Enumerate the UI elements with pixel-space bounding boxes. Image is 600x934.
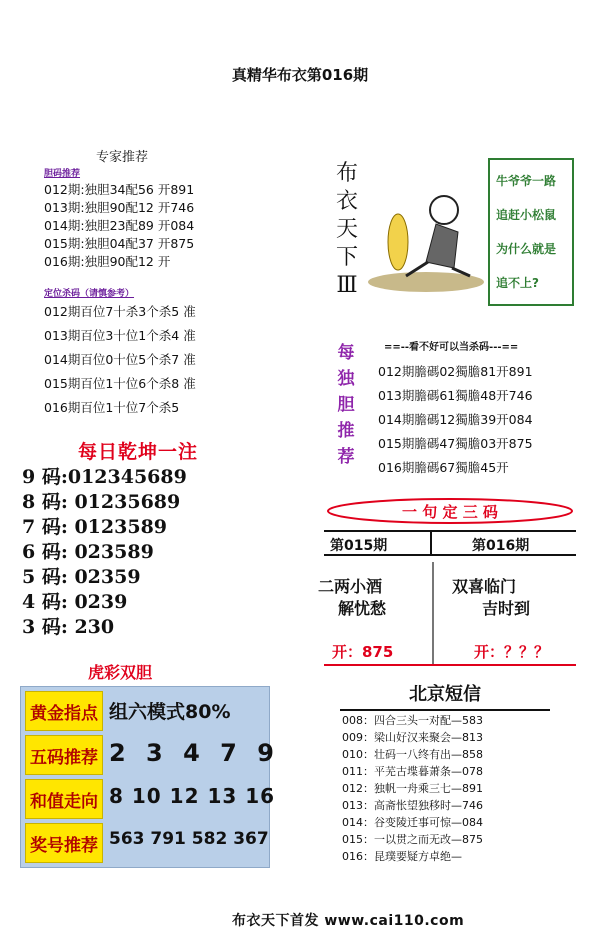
squirrel-tail-shape (388, 214, 408, 270)
yiju-poem-left (318, 576, 386, 620)
yiju-col2: 第016期 (472, 538, 530, 554)
cartoon-image (366, 172, 488, 308)
poem-line: 为什么就是 (496, 242, 557, 256)
buyi-char: 衣 (335, 189, 358, 214)
beijing-row: 012：独帆一舟乘三七—891 (342, 782, 483, 795)
expert-title: 专家推荐 (96, 150, 149, 165)
poem-line: 牛爷爷一路 (496, 174, 557, 188)
tiger-box (20, 686, 280, 868)
grandpa-head-shape (430, 196, 458, 224)
kill-label: 定位杀码（请慎参考） (44, 289, 135, 299)
daily-row: 9 码:012345689 (22, 466, 187, 488)
tiger-title: 虎彩双胆 (88, 663, 153, 682)
daily-row: 7 码: 0123589 (22, 516, 168, 538)
dan-label: 胆码推荐 (44, 169, 81, 179)
beijing-row: 008：四合三头一对配—583 (342, 714, 483, 727)
beijing-row: 015：一以贯之而无改—875 (342, 833, 483, 846)
daodan-header: ==--看不好可以当杀码---== (384, 342, 519, 353)
daodan-row: 013期膽碼61獨膽48开746 (378, 388, 533, 403)
dan-row: 014期:独胆23配89 开084 (44, 218, 195, 233)
beijing-row: 009：梁山好汉来聚会—813 (342, 731, 483, 744)
tiger-label: 奖号推荐 (25, 823, 103, 863)
dan-row: 016期:独胆90配12 开 (44, 254, 171, 269)
daily-row: 5 码: 02359 (22, 566, 141, 588)
yiju-result-right: 开：？？？ (474, 643, 550, 661)
beijing-row: 011：平芜古堞暮萧条—078 (342, 765, 483, 778)
tiger-value: 2 3 4 7 9 (109, 739, 280, 767)
beijing-row: 010：壮码一八终有出—858 (342, 748, 483, 761)
daodan-row: 012期膽碼02獨膽81开891 (378, 364, 533, 379)
buyi-char: 天 (335, 217, 358, 242)
dan-row: 012期:独胆34配56 开891 (44, 182, 195, 197)
tiger-value: 8 10 12 13 16 (109, 784, 276, 808)
yiju-mid-divider (432, 562, 434, 666)
yiju-result-left: 开：875 (332, 643, 394, 661)
daily-title: 每日乾坤一注 (78, 441, 199, 463)
daily-row: 8 码: 01235689 (22, 491, 181, 513)
buyi-char: Ⅲ (336, 273, 358, 298)
daodan-row: 014期膽碼12獨膽39开084 (378, 412, 533, 427)
daily-row: 4 码: 0239 (22, 591, 128, 613)
kill-row: 014期百位0十位5个杀7 准 (44, 352, 196, 367)
daodan-char: 独 (337, 369, 355, 389)
dan-row: 013期:独胆90配12 开746 (44, 200, 195, 215)
kill-row: 012期百位7十杀3个杀5 准 (44, 304, 196, 319)
dan-row: 015期:独胆04配37 开875 (44, 236, 195, 251)
poem-line: 追赶小松鼠 (496, 208, 557, 222)
kill-row: 013期百位3十位1个杀4 准 (44, 328, 196, 343)
daodan-vertical-title (334, 340, 358, 470)
yiju-poem-line: 吉时到 (482, 599, 531, 618)
footer-text: 布衣天下首发 www.cai110.com (232, 913, 465, 929)
tiger-value: 组六模式80% (109, 701, 231, 723)
yiju-title: 一 句 定 三 码 (402, 503, 498, 521)
daodan-char: 推 (337, 421, 355, 441)
page-title: 真精华布衣第016期 (231, 66, 369, 84)
daodan-row: 015期膽碼47獨膽03开875 (378, 436, 533, 451)
poem-box (488, 158, 574, 306)
beijing-row: 014：谷变陵迁事可惊—084 (342, 816, 483, 829)
yiju-header (324, 530, 576, 556)
yiju-bottom-line (324, 664, 576, 666)
yiju-poem-line: 双喜临门 (452, 577, 517, 596)
daodan-row: 016期膽碼67獨膽45开 (378, 460, 509, 475)
daodan-char: 胆 (337, 395, 355, 415)
grandpa-body-shape (426, 224, 458, 268)
daodan-char: 每 (337, 343, 355, 363)
poem-line: 追不上? (496, 276, 539, 290)
beijing-row: 016：昆璞要疑方卓绝— (342, 850, 462, 863)
kill-row: 016期百位1十位7个杀5 (44, 400, 180, 415)
yiju-poem-line: 解忧愁 (338, 599, 387, 618)
daily-row: 3 码: 230 (22, 616, 115, 638)
yiju-poem-line: 二两小酒 (318, 577, 383, 596)
kill-row: 015期百位1十位6个杀8 准 (44, 376, 196, 391)
tiger-value: 563 791 582 367 (109, 829, 269, 849)
daodan-char: 荐 (337, 447, 355, 467)
daily-row: 6 码: 023589 (22, 541, 154, 563)
beijing-row: 013：高斋怅望独移时—746 (342, 799, 483, 812)
tiger-label: 黄金指点 (25, 691, 103, 731)
buyi-vertical-title (332, 160, 362, 300)
yiju-banner (326, 496, 574, 526)
yiju-divider (430, 532, 432, 554)
yiju-col1: 第015期 (330, 538, 388, 554)
tiger-label: 五码推荐 (25, 735, 103, 775)
tiger-label: 和值走向 (25, 779, 103, 819)
buyi-char: 下 (335, 245, 358, 270)
yiju-poem-right (452, 576, 530, 620)
buyi-char: 布 (335, 161, 358, 186)
beijing-title: 北京短信 (340, 680, 550, 711)
